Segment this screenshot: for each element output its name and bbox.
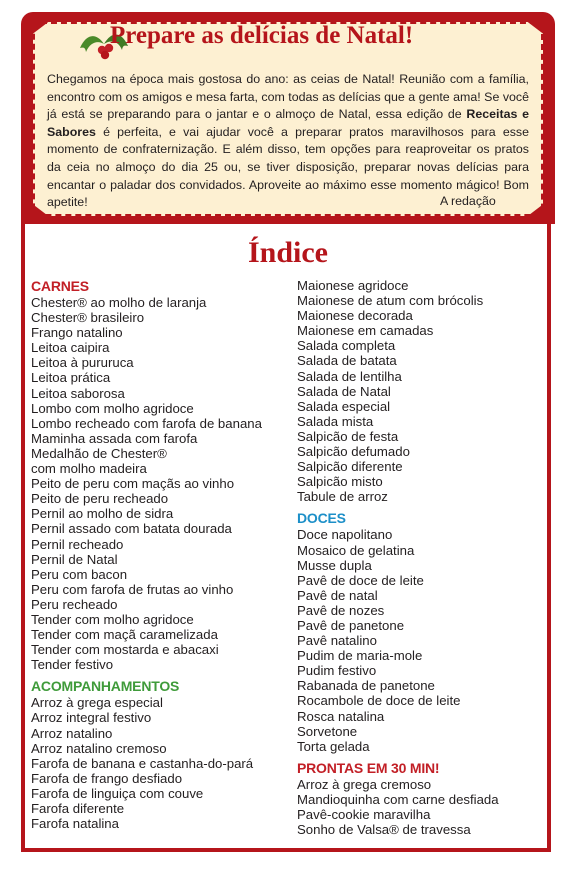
category-carnes: CARNES <box>31 278 89 294</box>
index-item: Salada mista <box>297 413 374 429</box>
index-item: Maionese em camadas <box>297 323 434 339</box>
index-item: Pernil recheado <box>31 536 124 552</box>
index-item: Salada de batata <box>297 353 397 369</box>
index-item: Farofa natalina <box>31 816 119 832</box>
index-item: Arroz à grega especial <box>31 695 163 711</box>
index-item: Arroz natalino <box>31 725 113 741</box>
index-item: Peru com farofa de frutas ao vinho <box>31 581 234 597</box>
index-item: Pudim festivo <box>297 663 377 679</box>
index-item: Torta gelada <box>297 738 370 754</box>
intro-text-bold: Receitas e Sabores <box>47 107 529 139</box>
index-item: Mandioquinha com carne desfiada <box>297 791 499 807</box>
index-item: Rocambole de doce de leite <box>297 693 461 709</box>
index-item: Frango natalino <box>31 325 123 341</box>
index-item: Maionese decorada <box>297 308 413 324</box>
index-item: Pudim de maria-mole <box>297 648 423 664</box>
index-item: Salpicão misto <box>297 474 383 490</box>
list-prontas <box>297 777 499 837</box>
index-item: Tabule de arroz <box>297 489 388 505</box>
index-item: Maionese agridoce <box>297 278 409 293</box>
index-item: Lombo com molho agridoce <box>31 400 194 416</box>
index-item: Farofa de banana e castanha-do-pará <box>31 755 254 771</box>
list-acompanhamentos <box>31 695 262 831</box>
index-item: Pavê de panetone <box>297 617 405 633</box>
index-item: Peru com bacon <box>31 566 128 582</box>
index-item: Pavê de doce de leite <box>297 572 424 588</box>
index-item: Rosca natalina <box>297 708 385 724</box>
index-item: Leitoa caipira <box>31 340 110 356</box>
index-item: Pavê-cookie maravilha <box>297 807 431 822</box>
list-carnes <box>31 295 262 672</box>
index-item: Leitoa saborosa <box>31 385 125 401</box>
index-item: Chester® ao molho de laranja <box>31 295 207 310</box>
index-item: Peito de peru com maçãs ao vinho <box>31 476 235 492</box>
category-acompanhamentos: ACOMPANHAMENTOS <box>31 678 180 695</box>
index-item: Salada de Natal <box>297 383 391 399</box>
index-item: Rabanada de panetone <box>297 678 435 694</box>
index-item: Salada de lentilha <box>297 368 402 384</box>
index-column-left <box>31 278 262 831</box>
index-item: Sorvetone <box>297 723 358 739</box>
index-item: Arroz à grega cremoso <box>297 776 432 792</box>
signature: A redação <box>440 194 496 208</box>
index-item: Tender com mostarda e abacaxi <box>31 642 219 658</box>
intro-text <box>47 71 529 212</box>
intro-text-part-2: é perfeita, e vai ajudar você a preparar pratos maravilhosos para esse momento de confraternização. E além disso, tem opções para reaproveitar os pratos da ceia no almoço do dia 25 ou, se tiver disposição, preparar novas delícias para encantar o paladar dos convidados. Aproveite ao máximo esse momento mágico! Bom apetite! <box>47 124 529 210</box>
index-item: Doce napolitano <box>297 527 393 543</box>
index-item: Pavê de natal <box>297 587 378 603</box>
index-item: Medalhão de Chester® <box>31 445 167 461</box>
index-item: Tender festivo <box>31 657 114 673</box>
index-item: Chester® brasileiro <box>31 310 145 326</box>
list-doces <box>297 527 499 753</box>
index-item: Salpicão defumado <box>297 444 410 460</box>
index-item: Musse dupla <box>297 557 372 573</box>
index-item: Pavê natalino <box>297 633 377 649</box>
index-item: Tender com molho agridoce <box>31 611 194 627</box>
index-item: Leitoa à pururuca <box>31 355 134 371</box>
index-column-right <box>297 278 499 837</box>
list-acompanhamentos-continued <box>297 278 499 504</box>
category-prontas: PRONTAS EM 30 MIN! <box>297 759 440 776</box>
index-item: Tender com maçã caramelizada <box>31 627 218 643</box>
index-item: Pernil ao molho de sidra <box>31 506 174 522</box>
index-item: Lombo recheado com farofa de banana <box>31 415 262 431</box>
index-item: Maminha assada com farofa <box>31 430 198 446</box>
index-item: Sonho de Valsa® de travessa <box>297 822 471 838</box>
index-item: Peru recheado <box>31 596 118 612</box>
index-item: Farofa diferente <box>31 801 125 816</box>
index-item: Salada especial <box>297 398 391 414</box>
intro-title: Prepare as delícias de Natal! <box>110 22 414 49</box>
index-item: Arroz integral festivo <box>31 710 152 726</box>
intro-text-part-1: Chegamos na época mais gostosa do ano: as ceias de Natal! Reunião com a família, encontro com os amigos e mesa farta, com todas as delícias que a gente ama! Se você já está se preparando para o jantar e o almoço de Natal, essa edição de <box>47 72 529 122</box>
index-item: Salada completa <box>297 338 396 354</box>
index-item: Mosaico de gelatina <box>297 542 415 558</box>
index-item: Salpicão de festa <box>297 428 399 444</box>
index-item: Pernil assado com batata dourada <box>31 521 232 537</box>
index-item: Pernil de Natal <box>31 551 118 567</box>
index-item: Farofa de frango desfiado <box>31 770 183 786</box>
index-item: Maionese de atum com brócolis <box>297 293 484 309</box>
index-item: com molho madeira <box>31 461 147 477</box>
category-doces: DOCES <box>297 510 346 527</box>
index-item: Arroz natalino cremoso <box>31 740 167 756</box>
index-item: Pavê de nozes <box>297 602 385 618</box>
index-item: Peito de peru recheado <box>31 491 169 507</box>
index-title: Índice <box>247 236 328 269</box>
index-item: Farofa de linguiça com couve <box>31 785 204 801</box>
index-item: Salpicão diferente <box>297 459 403 475</box>
index-item: Leitoa prática <box>31 370 111 386</box>
